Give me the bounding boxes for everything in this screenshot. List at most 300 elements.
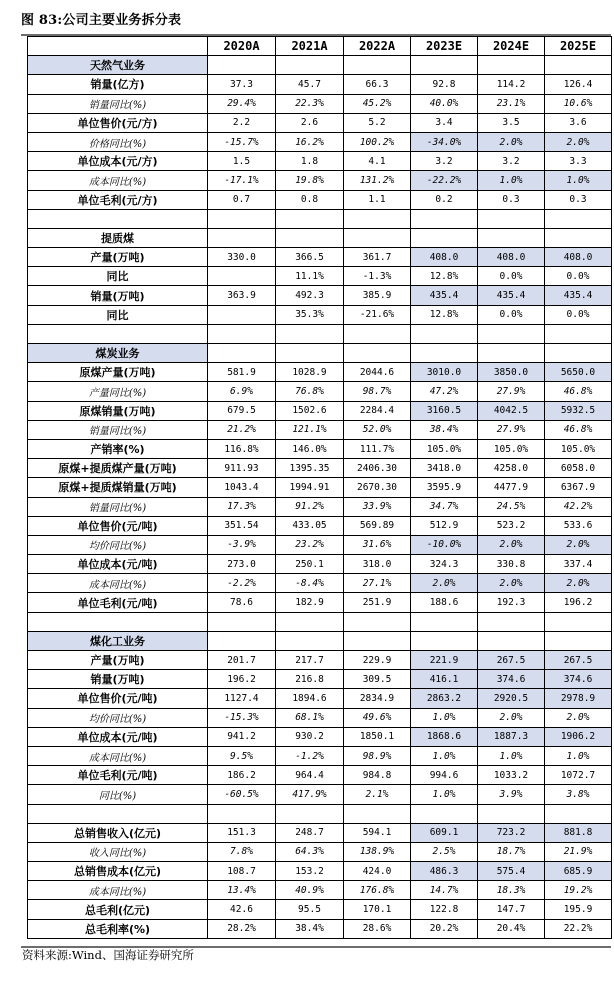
- value-cell: [545, 209, 612, 228]
- row-label: 单位售价(元/吨): [28, 516, 208, 535]
- table-row: [28, 689, 612, 708]
- value-cell: -34.0%: [411, 132, 478, 151]
- value-cell: 492.3: [276, 286, 344, 305]
- value-cell: 1.0%: [545, 746, 612, 765]
- value-cell: [478, 804, 545, 823]
- value-cell: 28.2%: [208, 919, 276, 938]
- row-label: 成本同比(%): [28, 574, 208, 593]
- value-cell: 581.9: [208, 363, 276, 382]
- value-cell: [208, 228, 276, 247]
- value-cell: 45.7: [276, 75, 344, 94]
- row-label: [28, 209, 208, 228]
- value-cell: 1.1: [344, 190, 411, 209]
- value-cell: 0.0%: [478, 305, 545, 324]
- value-cell: [411, 228, 478, 247]
- value-cell: 3010.0: [411, 363, 478, 382]
- table-row: [28, 228, 612, 247]
- source-note: 资料来源:Wind、国海证券研究所: [22, 948, 194, 962]
- spacer-row: [28, 324, 612, 343]
- value-cell: 2.1%: [344, 785, 411, 804]
- row-label: 成本同比(%): [28, 746, 208, 765]
- table-row: [28, 593, 612, 612]
- value-cell: 23.2%: [276, 535, 344, 554]
- value-cell: 2.6: [276, 113, 344, 132]
- value-cell: [344, 804, 411, 823]
- value-cell: 1.0%: [478, 746, 545, 765]
- value-cell: 1028.9: [276, 363, 344, 382]
- value-cell: 188.6: [411, 593, 478, 612]
- table-row: [28, 900, 612, 919]
- spacer-row: [28, 209, 612, 228]
- row-label: [28, 324, 208, 343]
- table-row: [28, 171, 612, 190]
- value-cell: 2.0%: [411, 574, 478, 593]
- value-cell: [344, 344, 411, 363]
- value-cell: 512.9: [411, 516, 478, 535]
- value-cell: 6058.0: [545, 459, 612, 478]
- value-cell: 1502.6: [276, 401, 344, 420]
- value-cell: -21.6%: [344, 305, 411, 324]
- value-cell: 114.2: [478, 75, 545, 94]
- value-cell: 435.4: [478, 286, 545, 305]
- row-label: 成本同比(%): [28, 171, 208, 190]
- value-cell: [411, 612, 478, 631]
- value-cell: 40.9%: [276, 881, 344, 900]
- value-cell: 192.3: [478, 593, 545, 612]
- table-row: [28, 248, 612, 267]
- row-label: 原煤+提质煤产量(万吨): [28, 459, 208, 478]
- value-cell: 3418.0: [411, 459, 478, 478]
- value-cell: [344, 209, 411, 228]
- value-cell: [208, 267, 276, 286]
- value-cell: 122.8: [411, 900, 478, 919]
- value-cell: 22.2%: [545, 919, 612, 938]
- value-cell: 1043.4: [208, 478, 276, 497]
- table-row: [28, 651, 612, 670]
- value-cell: 108.7: [208, 862, 276, 881]
- value-cell: [411, 804, 478, 823]
- value-cell: 52.0%: [344, 420, 411, 439]
- value-cell: -60.5%: [208, 785, 276, 804]
- value-cell: [276, 804, 344, 823]
- value-cell: 2.0%: [545, 132, 612, 151]
- table-row: [28, 516, 612, 535]
- value-cell: 42.2%: [545, 497, 612, 516]
- value-cell: 20.4%: [478, 919, 545, 938]
- value-cell: 309.5: [344, 670, 411, 689]
- row-label: 销量(亿方): [28, 75, 208, 94]
- table-row: [28, 727, 612, 746]
- value-cell: 3.5: [478, 113, 545, 132]
- value-cell: 12.8%: [411, 305, 478, 324]
- value-cell: 66.3: [344, 75, 411, 94]
- value-cell: 1033.2: [478, 766, 545, 785]
- value-cell: [276, 612, 344, 631]
- table-row: [28, 842, 612, 861]
- value-cell: 24.5%: [478, 497, 545, 516]
- value-cell: 47.2%: [411, 382, 478, 401]
- value-cell: 3160.5: [411, 401, 478, 420]
- value-cell: 6.9%: [208, 382, 276, 401]
- value-cell: 98.9%: [344, 746, 411, 765]
- value-cell: [478, 209, 545, 228]
- row-label: 销量同比(%): [28, 497, 208, 516]
- value-cell: 0.3: [545, 190, 612, 209]
- row-label: 产销率(%): [28, 439, 208, 458]
- row-label: 产量(万吨): [28, 248, 208, 267]
- value-cell: 1.5: [208, 152, 276, 171]
- value-cell: [344, 612, 411, 631]
- value-cell: 1994.91: [276, 478, 344, 497]
- value-cell: 153.2: [276, 862, 344, 881]
- value-cell: [478, 612, 545, 631]
- value-cell: 22.3%: [276, 94, 344, 113]
- value-cell: 0.2: [411, 190, 478, 209]
- table-row: [28, 132, 612, 151]
- value-cell: 131.2%: [344, 171, 411, 190]
- value-cell: 941.2: [208, 727, 276, 746]
- row-label: [28, 804, 208, 823]
- table-row: [28, 94, 612, 113]
- table-row: [28, 555, 612, 574]
- value-cell: 594.1: [344, 823, 411, 842]
- value-cell: [411, 631, 478, 650]
- value-cell: 0.8: [276, 190, 344, 209]
- value-cell: 0.0%: [545, 267, 612, 286]
- value-cell: 2.0%: [478, 535, 545, 554]
- row-label: 原煤产量(万吨): [28, 363, 208, 382]
- value-cell: 330.8: [478, 555, 545, 574]
- value-cell: 1906.2: [545, 727, 612, 746]
- value-cell: 435.4: [411, 286, 478, 305]
- value-cell: 964.4: [276, 766, 344, 785]
- spacer-row: [28, 804, 612, 823]
- value-cell: 12.8%: [411, 267, 478, 286]
- header-cell-2025E: 2025E: [545, 37, 612, 56]
- value-cell: 182.9: [276, 593, 344, 612]
- value-cell: 5.2: [344, 113, 411, 132]
- table-body: [28, 37, 612, 939]
- row-label: 销量(万吨): [28, 670, 208, 689]
- row-label: 单位成本(元/吨): [28, 555, 208, 574]
- value-cell: 250.1: [276, 555, 344, 574]
- row-label: 总毛利率(%): [28, 919, 208, 938]
- value-cell: 679.5: [208, 401, 276, 420]
- row-label: 总销售收入(亿元): [28, 823, 208, 842]
- table-row: [28, 478, 612, 497]
- value-cell: 1395.35: [276, 459, 344, 478]
- row-label: 价格同比(%): [28, 132, 208, 151]
- value-cell: 49.6%: [344, 708, 411, 727]
- value-cell: 42.6: [208, 900, 276, 919]
- row-label: 单位毛利(元/方): [28, 190, 208, 209]
- value-cell: 330.0: [208, 248, 276, 267]
- row-label: 单位成本(元/方): [28, 152, 208, 171]
- value-cell: [208, 631, 276, 650]
- value-cell: 64.3%: [276, 842, 344, 861]
- value-cell: [208, 344, 276, 363]
- value-cell: [208, 305, 276, 324]
- table-row: [28, 286, 612, 305]
- row-label: 单位成本(元/吨): [28, 727, 208, 746]
- table-row: [28, 75, 612, 94]
- row-label: 煤炭业务: [28, 344, 208, 363]
- value-cell: 416.1: [411, 670, 478, 689]
- value-cell: [411, 344, 478, 363]
- table-header-row: [28, 37, 612, 56]
- value-cell: -1.2%: [276, 746, 344, 765]
- value-cell: 147.7: [478, 900, 545, 919]
- value-cell: 337.4: [545, 555, 612, 574]
- value-cell: [545, 344, 612, 363]
- value-cell: 1.0%: [411, 708, 478, 727]
- table-row: [28, 919, 612, 938]
- value-cell: 1.8: [276, 152, 344, 171]
- value-cell: [276, 344, 344, 363]
- table-row: [28, 823, 612, 842]
- value-cell: 2834.9: [344, 689, 411, 708]
- value-cell: 351.54: [208, 516, 276, 535]
- value-cell: 37.3: [208, 75, 276, 94]
- value-cell: 435.4: [545, 286, 612, 305]
- row-label: 单位售价(元/吨): [28, 689, 208, 708]
- value-cell: 31.6%: [344, 535, 411, 554]
- value-cell: 138.9%: [344, 842, 411, 861]
- spacer-row: [28, 612, 612, 631]
- header-cell-2022A: 2022A: [344, 37, 411, 56]
- value-cell: 3.8%: [545, 785, 612, 804]
- value-cell: 3.4: [411, 113, 478, 132]
- table-row: [28, 267, 612, 286]
- header-cell-blank: [28, 37, 208, 56]
- value-cell: 273.0: [208, 555, 276, 574]
- value-cell: 18.3%: [478, 881, 545, 900]
- value-cell: 1850.1: [344, 727, 411, 746]
- value-cell: 4258.0: [478, 459, 545, 478]
- value-cell: 21.9%: [545, 842, 612, 861]
- value-cell: 2670.30: [344, 478, 411, 497]
- value-cell: 994.6: [411, 766, 478, 785]
- value-cell: 19.8%: [276, 171, 344, 190]
- value-cell: 116.8%: [208, 439, 276, 458]
- value-cell: 17.3%: [208, 497, 276, 516]
- value-cell: 911.93: [208, 459, 276, 478]
- value-cell: 170.1: [344, 900, 411, 919]
- value-cell: 11.1%: [276, 267, 344, 286]
- row-label: 单位售价(元/方): [28, 113, 208, 132]
- value-cell: 126.4: [545, 75, 612, 94]
- value-cell: 374.6: [545, 670, 612, 689]
- value-cell: 1.0%: [411, 785, 478, 804]
- value-cell: 105.0%: [478, 439, 545, 458]
- value-cell: 78.6: [208, 593, 276, 612]
- value-cell: 984.8: [344, 766, 411, 785]
- row-label: 单位毛利(元/吨): [28, 766, 208, 785]
- value-cell: 408.0: [411, 248, 478, 267]
- row-label: 同比: [28, 305, 208, 324]
- value-cell: 1.0%: [478, 171, 545, 190]
- value-cell: -22.2%: [411, 171, 478, 190]
- table-row: [28, 305, 612, 324]
- value-cell: 9.5%: [208, 746, 276, 765]
- value-cell: [478, 344, 545, 363]
- value-cell: 1072.7: [545, 766, 612, 785]
- value-cell: 609.1: [411, 823, 478, 842]
- value-cell: [208, 612, 276, 631]
- value-cell: 930.2: [276, 727, 344, 746]
- figure-title: 图 83:公司主要业务拆分表: [21, 13, 182, 28]
- value-cell: 14.7%: [411, 881, 478, 900]
- row-label: 销量同比(%): [28, 94, 208, 113]
- value-cell: 6367.9: [545, 478, 612, 497]
- section-header-row: [28, 631, 612, 650]
- value-cell: 0.0%: [478, 267, 545, 286]
- value-cell: 221.9: [411, 651, 478, 670]
- table-row: [28, 113, 612, 132]
- value-cell: 111.7%: [344, 439, 411, 458]
- table-row: [28, 862, 612, 881]
- value-cell: 267.5: [478, 651, 545, 670]
- value-cell: 385.9: [344, 286, 411, 305]
- value-cell: 19.2%: [545, 881, 612, 900]
- table-row: [28, 574, 612, 593]
- section-header-row: [28, 56, 612, 75]
- value-cell: 3.9%: [478, 785, 545, 804]
- value-cell: 2044.6: [344, 363, 411, 382]
- value-cell: [478, 228, 545, 247]
- value-cell: -3.9%: [208, 535, 276, 554]
- value-cell: 13.4%: [208, 881, 276, 900]
- value-cell: 121.1%: [276, 420, 344, 439]
- value-cell: 27.1%: [344, 574, 411, 593]
- value-cell: [545, 804, 612, 823]
- value-cell: 21.2%: [208, 420, 276, 439]
- value-cell: 0.0%: [545, 305, 612, 324]
- value-cell: 2920.5: [478, 689, 545, 708]
- value-cell: [545, 56, 612, 75]
- value-cell: 417.9%: [276, 785, 344, 804]
- value-cell: 5650.0: [545, 363, 612, 382]
- table-row: [28, 420, 612, 439]
- value-cell: 2284.4: [344, 401, 411, 420]
- value-cell: 3.3: [545, 152, 612, 171]
- value-cell: 92.8: [411, 75, 478, 94]
- value-cell: 2406.30: [344, 459, 411, 478]
- value-cell: 2978.9: [545, 689, 612, 708]
- value-cell: 366.5: [276, 248, 344, 267]
- row-label: 销量(万吨): [28, 286, 208, 305]
- row-label: 天然气业务: [28, 56, 208, 75]
- value-cell: 18.7%: [478, 842, 545, 861]
- value-cell: [276, 324, 344, 343]
- value-cell: [478, 56, 545, 75]
- table-row: [28, 152, 612, 171]
- value-cell: 76.8%: [276, 382, 344, 401]
- table-row: [28, 497, 612, 516]
- value-cell: [344, 228, 411, 247]
- value-cell: 3.2: [411, 152, 478, 171]
- row-label: 总毛利(亿元): [28, 900, 208, 919]
- value-cell: 27.9%: [478, 382, 545, 401]
- value-cell: [276, 56, 344, 75]
- value-cell: 38.4%: [411, 420, 478, 439]
- value-cell: [344, 324, 411, 343]
- value-cell: 363.9: [208, 286, 276, 305]
- table-row: [28, 708, 612, 727]
- value-cell: [276, 228, 344, 247]
- value-cell: 324.3: [411, 555, 478, 574]
- value-cell: [276, 631, 344, 650]
- row-label: 均价同比(%): [28, 535, 208, 554]
- value-cell: [208, 56, 276, 75]
- table-row: [28, 746, 612, 765]
- value-cell: 1.0%: [411, 746, 478, 765]
- value-cell: [545, 228, 612, 247]
- value-cell: 0.7: [208, 190, 276, 209]
- value-cell: 4477.9: [478, 478, 545, 497]
- value-cell: 229.9: [344, 651, 411, 670]
- value-cell: 201.7: [208, 651, 276, 670]
- value-cell: 2.0%: [478, 708, 545, 727]
- row-label: 收入同比(%): [28, 842, 208, 861]
- value-cell: -8.4%: [276, 574, 344, 593]
- value-cell: 10.6%: [545, 94, 612, 113]
- value-cell: 217.7: [276, 651, 344, 670]
- value-cell: 2.0%: [478, 132, 545, 151]
- value-cell: 98.7%: [344, 382, 411, 401]
- value-cell: 186.2: [208, 766, 276, 785]
- value-cell: 523.2: [478, 516, 545, 535]
- value-cell: 1.0%: [545, 171, 612, 190]
- value-cell: [411, 56, 478, 75]
- value-cell: 408.0: [545, 248, 612, 267]
- table-row: [28, 439, 612, 458]
- value-cell: 486.3: [411, 862, 478, 881]
- value-cell: 23.1%: [478, 94, 545, 113]
- value-cell: 1894.6: [276, 689, 344, 708]
- value-cell: 68.1%: [276, 708, 344, 727]
- value-cell: 424.0: [344, 862, 411, 881]
- value-cell: 7.8%: [208, 842, 276, 861]
- value-cell: -17.1%: [208, 171, 276, 190]
- value-cell: -10.0%: [411, 535, 478, 554]
- value-cell: 176.8%: [344, 881, 411, 900]
- value-cell: 433.05: [276, 516, 344, 535]
- value-cell: 33.9%: [344, 497, 411, 516]
- value-cell: 881.8: [545, 823, 612, 842]
- row-label: 原煤销量(万吨): [28, 401, 208, 420]
- header-cell-2023E: 2023E: [411, 37, 478, 56]
- row-label: 提质煤: [28, 228, 208, 247]
- row-label: 产量同比(%): [28, 382, 208, 401]
- value-cell: [411, 324, 478, 343]
- table-row: [28, 785, 612, 804]
- row-label: [28, 612, 208, 631]
- value-cell: [344, 56, 411, 75]
- value-cell: [208, 209, 276, 228]
- value-cell: 40.0%: [411, 94, 478, 113]
- value-cell: 216.8: [276, 670, 344, 689]
- row-label: 原煤+提质煤销量(万吨): [28, 478, 208, 497]
- value-cell: 195.9: [545, 900, 612, 919]
- value-cell: 46.8%: [545, 420, 612, 439]
- value-cell: 4.1: [344, 152, 411, 171]
- value-cell: 91.2%: [276, 497, 344, 516]
- value-cell: 267.5: [545, 651, 612, 670]
- value-cell: 196.2: [545, 593, 612, 612]
- value-cell: 248.7: [276, 823, 344, 842]
- value-cell: 0.3: [478, 190, 545, 209]
